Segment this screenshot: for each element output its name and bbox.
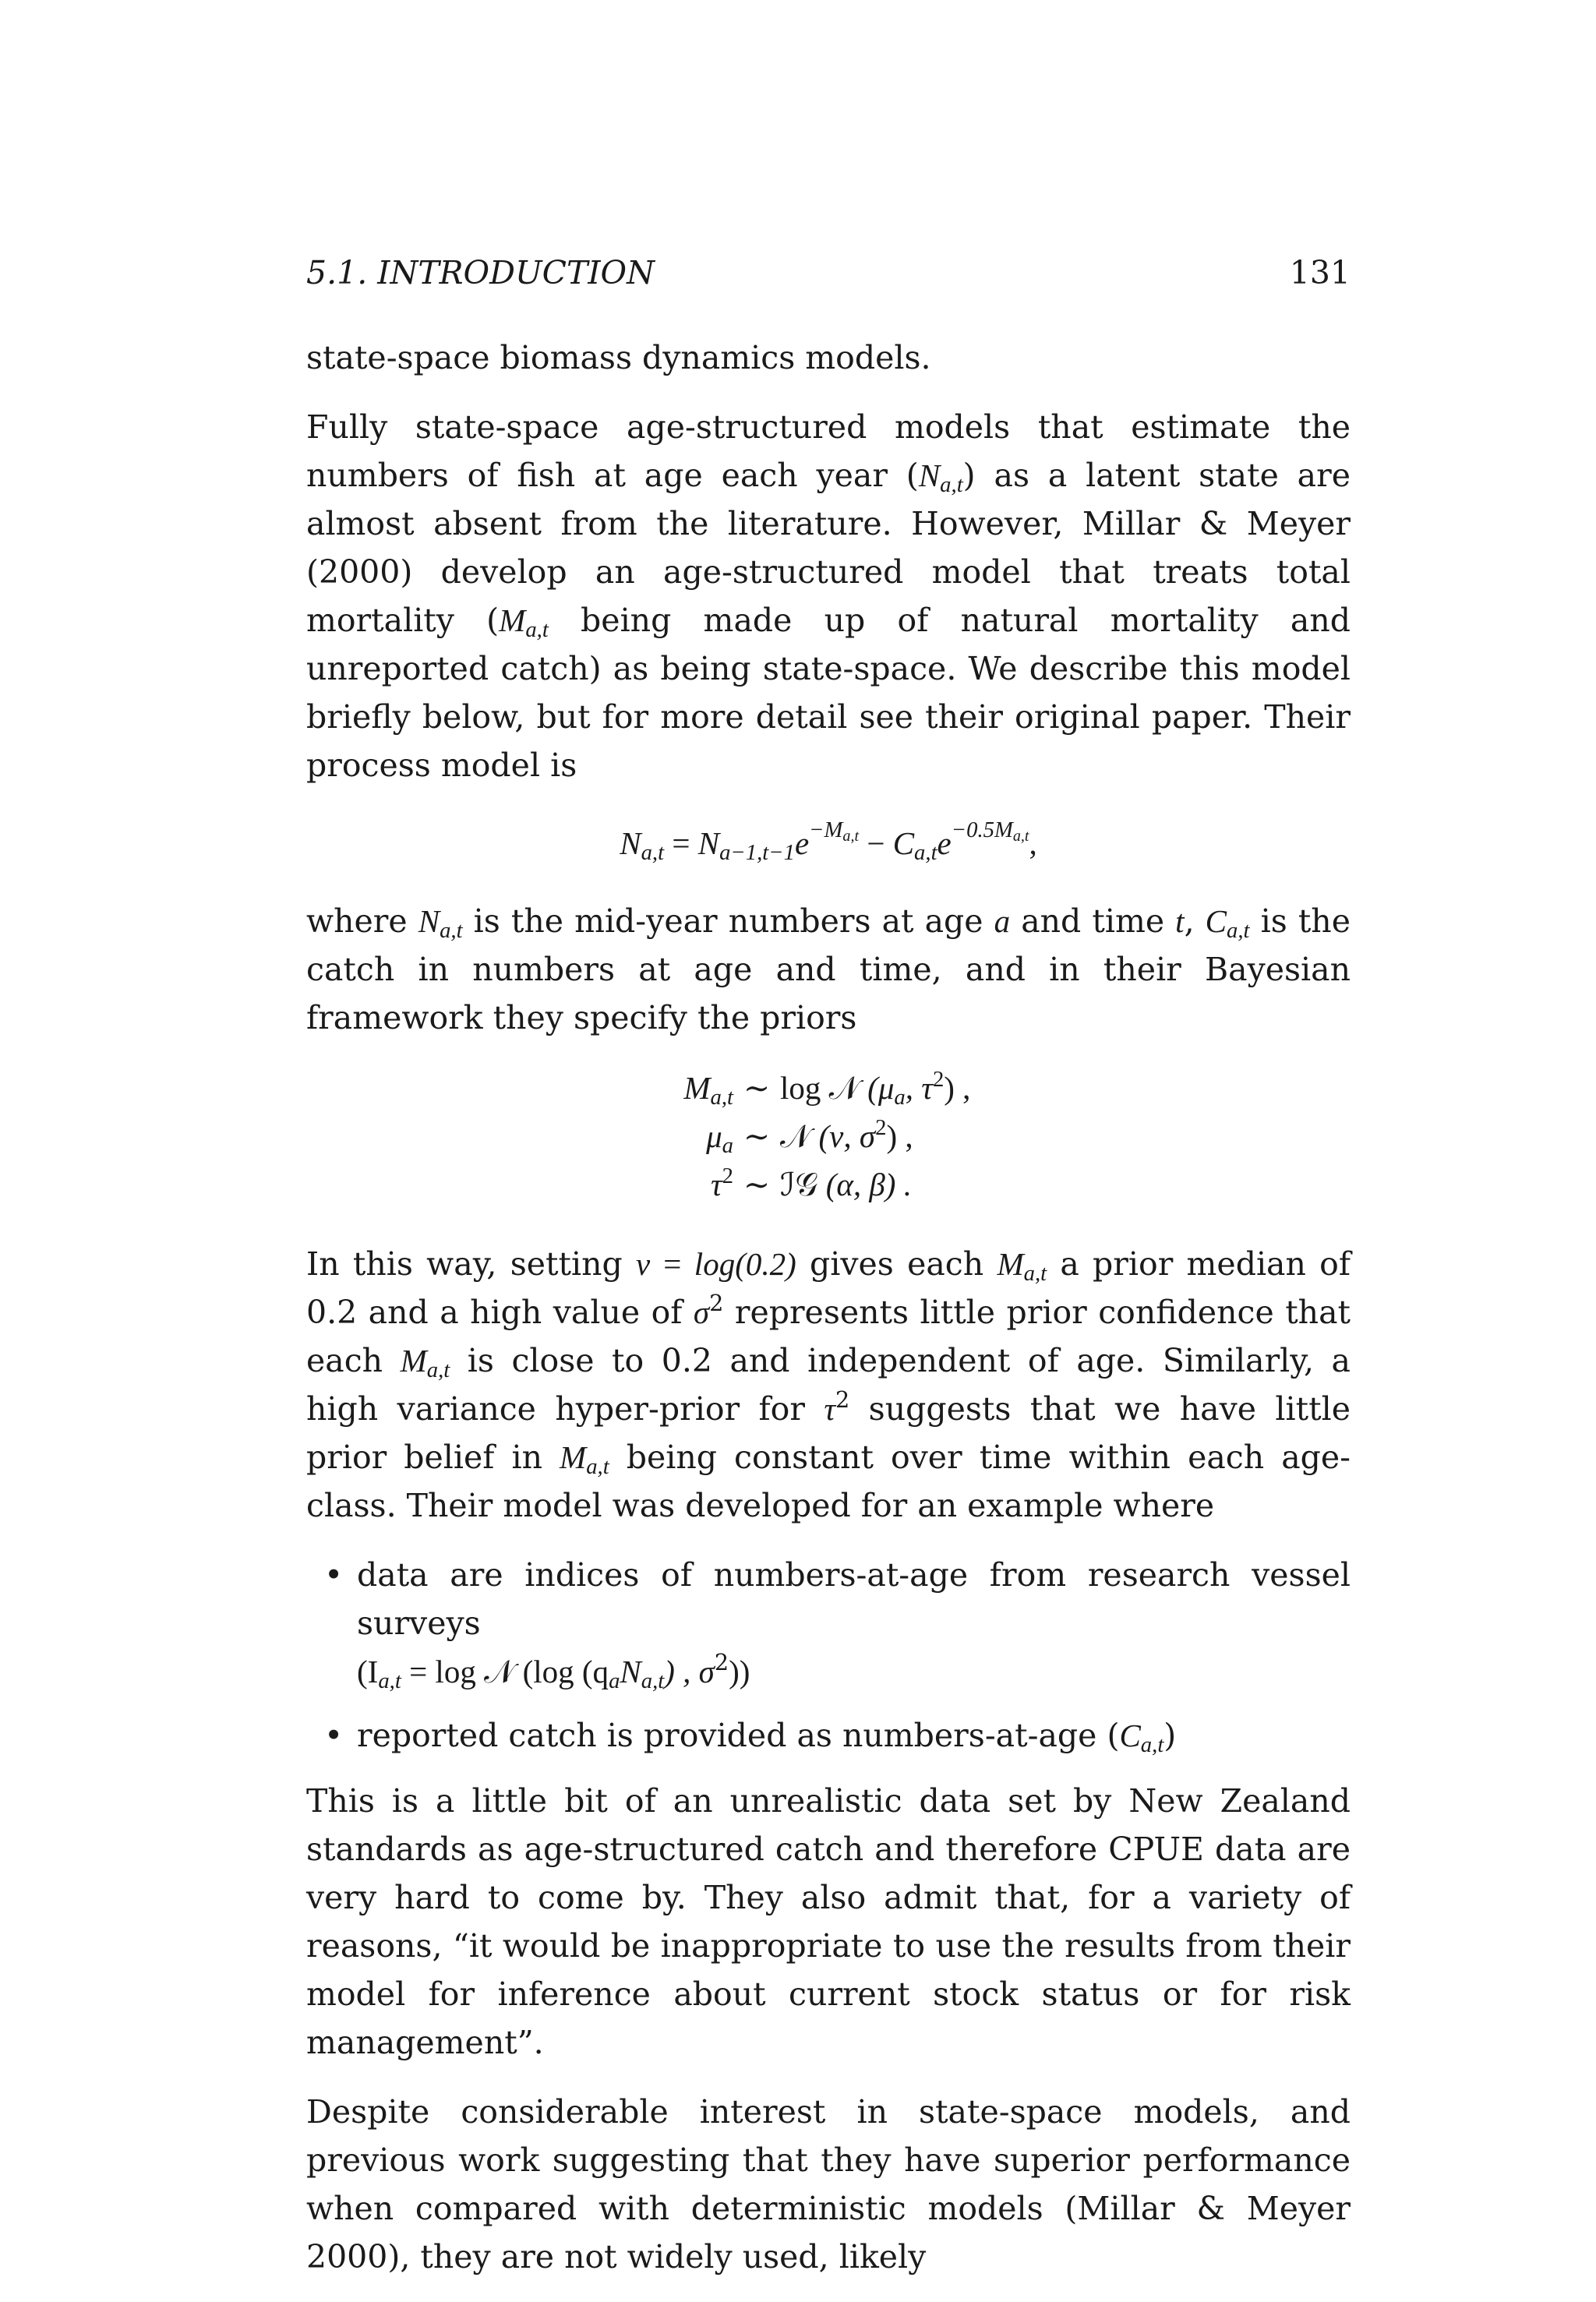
- paragraph-1: [306, 403, 1351, 789]
- bullet-icon: •: [324, 1717, 344, 1754]
- text-run: being made up of natural mortality and unreported catch) as being state-space. We describe this model briefly below, but for more detail see their original paper. Their process model is: [306, 602, 1351, 784]
- priors-equations: [306, 1064, 1351, 1209]
- prior-tau: $\tau^2$ ∼ ℐ𝒢 (α, β) .: [710, 1163, 912, 1202]
- bullet-list: [306, 1551, 1351, 1760]
- paragraph-0: state-space biomass dynamics models.: [306, 339, 931, 376]
- paragraph-2: where $N_{a,t}$ is the mid-year numbers at age a and time t, $C_{a,t}$ is the catch in numbers at age and time, and in their Bayesian framework they specify the priors: [306, 902, 1351, 1036]
- paragraph-4: This is a little bit of an unrealistic data set by New Zealand standards as age-structured catch and therefore CPUE data are very hard to come by. They also admit that, for a variety of reasons, “it would be inappropriate to use the results from their model for inference about current stock status or for risk management”.: [306, 1782, 1351, 2061]
- paper-page: [306, 249, 1351, 2302]
- math-n-at: $N_{a,t}$: [918, 457, 963, 498]
- prior-m: $M_{a,t}$ ∼ log 𝒩 ($\mu_a$, $\tau^2$) ,: [683, 1067, 971, 1110]
- paragraph-3: In this way, setting ν = log(0.2) gives each $M_{a,t}$ a prior median of 0.2 and a high value of $\sigma^2$ represents little prior confidence that each $M_{a,t}$ is close to 0.2 and independent of age. Similarly, a high variance hyper-prior for $\tau^2$ suggests that we have little prior belief in $M_{a,t}$ being constant over time within each age-class. Their model was developed for an example where: [306, 1245, 1351, 1524]
- text-run: ) as a latent state are almost absent from the literature. However, Millar & Meyer (2000) develop an age-structured model that treats total mortality (: [306, 457, 1351, 639]
- list-item: • reported catch is provided as numbers-at-age $(C_{a,t})$: [357, 1711, 1351, 1760]
- paragraph-5: Despite considerable interest in state-space models, and previous work suggesting that they have superior performance when compared with deterministic models (Millar & Meyer 2000), they are not widely used, likely: [306, 2093, 1351, 2276]
- bullet-icon: •: [324, 1556, 344, 1594]
- section-title: 5.1. INTRODUCTION: [306, 254, 655, 291]
- process-equation: $N_{a,t} = N_{a-1,t-1}e^{-M_{a,t}} - C_{a,t}e^{-0.5M_{a,t}}$,: [620, 817, 1037, 866]
- text-run: Fully state-space age-structured models that estimate the numbers of fish at age each year (: [306, 408, 1351, 494]
- list-item: • data are indices of numbers-at-age from research vessel surveys ($I_{a,t} = \log$ 𝒩 (log $(q_aN_{a,t})$ , $\sigma^2$)): [357, 1551, 1351, 1696]
- math-m-at: $M_{a,t}$: [499, 602, 549, 643]
- prior-mu: $\mu_a$ ∼ 𝒩 (ν, $\sigma^2$) ,: [706, 1115, 913, 1159]
- page-number: 131: [1289, 254, 1351, 291]
- running-head: [306, 249, 1351, 296]
